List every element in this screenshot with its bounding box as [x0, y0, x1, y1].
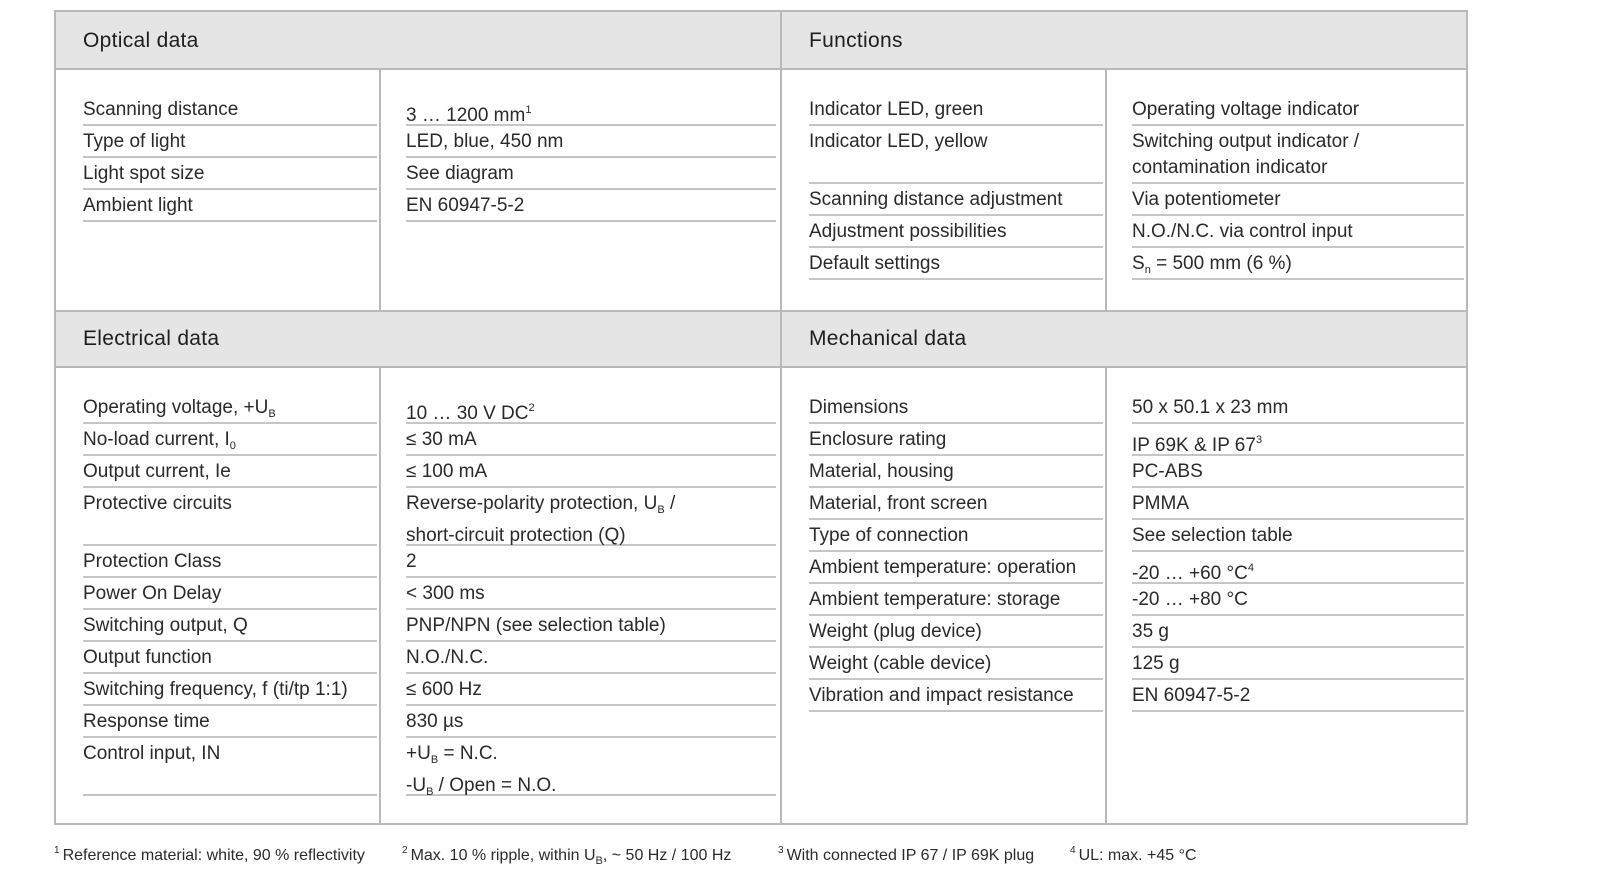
row-value: EN 60947-5-2: [1132, 680, 1464, 712]
footnotes: [54, 839, 1468, 867]
value-line: short-circuit protection (Q): [406, 525, 626, 546]
column-divider: [1105, 70, 1107, 310]
value-line: Switching output indicator /: [1132, 131, 1360, 152]
row-value: LED, blue, 450 nm: [406, 126, 776, 158]
label-column: [809, 392, 1103, 712]
row-value: 2: [406, 546, 776, 578]
subscript: B: [595, 855, 603, 867]
label-column: [83, 94, 377, 222]
section-title: Electrical data: [56, 310, 780, 368]
value-text: IP 69K & IP 67: [1132, 435, 1256, 456]
value-line: [406, 773, 776, 805]
row-label: Ambient temperature: storage: [809, 584, 1103, 616]
label-column: [83, 392, 377, 796]
value-text: S: [1132, 253, 1145, 274]
row-label: Scanning distance: [83, 94, 377, 126]
mechanical-data-section: [780, 310, 1466, 823]
footnote-mark: 2: [402, 845, 408, 856]
row-value: [406, 738, 776, 796]
row-label: Dimensions: [809, 392, 1103, 424]
row-value: [1132, 248, 1464, 280]
row-label: Adjustment possibilities: [809, 216, 1103, 248]
row-value: [1132, 424, 1464, 456]
label-text: No-load current, I: [83, 429, 230, 450]
electrical-data-section: [56, 310, 780, 823]
subscript: n: [1144, 264, 1151, 276]
footnote: [778, 839, 1034, 868]
footnote-text: Reference material: white, 90 % reflectivity: [62, 847, 365, 864]
row-value: [1132, 126, 1464, 184]
column-divider: [1105, 368, 1107, 823]
footnote: [1070, 839, 1197, 868]
subscript: B: [426, 786, 434, 798]
row-value: ≤ 600 Hz: [406, 674, 776, 706]
value-text: = N.C.: [438, 743, 498, 764]
row-value: EN 60947-5-2: [406, 190, 776, 222]
footnote-text: UL: max. +45 °C: [1078, 847, 1197, 864]
row-label: Vibration and impact resistance: [809, 680, 1103, 712]
row-value: 125 g: [1132, 648, 1464, 680]
row-value: 50 x 50.1 x 23 mm: [1132, 392, 1464, 424]
row-value: [406, 392, 776, 424]
row-value: PNP/NPN (see selection table): [406, 610, 776, 642]
datasheet-table: [54, 10, 1468, 825]
row-label: Type of light: [83, 126, 377, 158]
footnote-ref: 4: [1247, 562, 1254, 574]
row-label: Default settings: [809, 248, 1103, 280]
row-label: Light spot size: [83, 158, 377, 190]
row-value: See selection table: [1132, 520, 1464, 552]
row-value: ≤ 100 mA: [406, 456, 776, 488]
value-column: [406, 392, 776, 796]
row-value: 35 g: [1132, 616, 1464, 648]
value-text: +U: [406, 743, 431, 764]
row-label: Output function: [83, 642, 377, 674]
row-value: N.O./N.C. via control input: [1132, 216, 1464, 248]
section-title: Mechanical data: [782, 310, 1466, 368]
row-label: Ambient light: [83, 190, 377, 222]
row-label: Enclosure rating: [809, 424, 1103, 456]
row-value: 830 µs: [406, 706, 776, 738]
value-column: [1132, 94, 1464, 280]
row-label: Protective circuits: [83, 488, 377, 546]
subscript: B: [268, 408, 276, 420]
value-text: -20 … +60 °C: [1132, 563, 1248, 584]
footnote-text: Max. 10 % ripple, within U: [410, 847, 596, 864]
footnote-mark: 1: [54, 845, 60, 856]
row-value: PC-ABS: [1132, 456, 1464, 488]
row-label: Indicator LED, green: [809, 94, 1103, 126]
row-value: -20 … +80 °C: [1132, 584, 1464, 616]
row-value: ≤ 30 mA: [406, 424, 776, 456]
section-title: Optical data: [56, 12, 780, 70]
row-label: Power On Delay: [83, 578, 377, 610]
value-text: /: [664, 493, 676, 514]
row-label: Ambient temperature: operation: [809, 552, 1103, 584]
subscript: 0: [229, 440, 236, 452]
subscript: B: [430, 754, 439, 766]
column-divider: [379, 368, 381, 823]
value-column: [406, 94, 776, 222]
label-column: [809, 94, 1103, 280]
value-line: contamination indicator: [1132, 157, 1328, 178]
row-value: [1132, 552, 1464, 584]
footnote-mark: 3: [778, 845, 784, 856]
value-line: [406, 491, 776, 523]
row-value: Operating voltage indicator: [1132, 94, 1464, 126]
footnote-mark: 4: [1070, 845, 1076, 856]
row-label: Switching frequency, f (ti/tp 1:1): [83, 674, 377, 706]
functions-section: [780, 12, 1466, 310]
value-column: [1132, 392, 1464, 712]
row-label: Switching output, Q: [83, 610, 377, 642]
row-value: Via potentiometer: [1132, 184, 1464, 216]
value-text: 10 … 30 V DC: [406, 403, 529, 424]
row-label: Protection Class: [83, 546, 377, 578]
subscript: B: [657, 504, 665, 516]
value-text: Reverse-polarity protection, U: [406, 493, 658, 514]
footnote: [402, 839, 731, 873]
footnote-ref: 3: [1255, 434, 1263, 446]
optical-data-section: [56, 12, 780, 310]
value-text: -U: [406, 775, 427, 796]
row-label: Output current, Ie: [83, 456, 377, 488]
footnote-text: With connected IP 67 / IP 69K plug: [786, 847, 1035, 864]
row-label: Material, housing: [809, 456, 1103, 488]
value-text: / Open = N.O.: [433, 775, 557, 796]
value-text: = 500 mm (6 %): [1150, 253, 1292, 274]
row-label: [83, 392, 377, 424]
footnote: [54, 839, 365, 868]
section-title: Functions: [782, 12, 1466, 70]
row-value: [406, 488, 776, 546]
row-label: [83, 424, 377, 456]
value-line: [406, 741, 776, 773]
footnote-ref: 1: [525, 104, 532, 116]
row-label: Weight (cable device): [809, 648, 1103, 680]
row-value: N.O./N.C.: [406, 642, 776, 674]
column-divider: [379, 70, 381, 310]
label-text: Operating voltage, +U: [83, 397, 269, 418]
footnote-ref: 2: [528, 402, 535, 414]
row-label: Scanning distance adjustment: [809, 184, 1103, 216]
row-value: PMMA: [1132, 488, 1464, 520]
row-label: Weight (plug device): [809, 616, 1103, 648]
footnote-text: , ~ 50 Hz / 100 Hz: [602, 847, 732, 864]
row-label: Type of connection: [809, 520, 1103, 552]
row-value: [406, 94, 776, 126]
row-label: Control input, IN: [83, 738, 377, 796]
value-text: 3 … 1200 mm: [406, 105, 526, 126]
row-label: Indicator LED, yellow: [809, 126, 1103, 184]
row-label: Material, front screen: [809, 488, 1103, 520]
row-value: See diagram: [406, 158, 776, 190]
row-value: < 300 ms: [406, 578, 776, 610]
row-label: Response time: [83, 706, 377, 738]
